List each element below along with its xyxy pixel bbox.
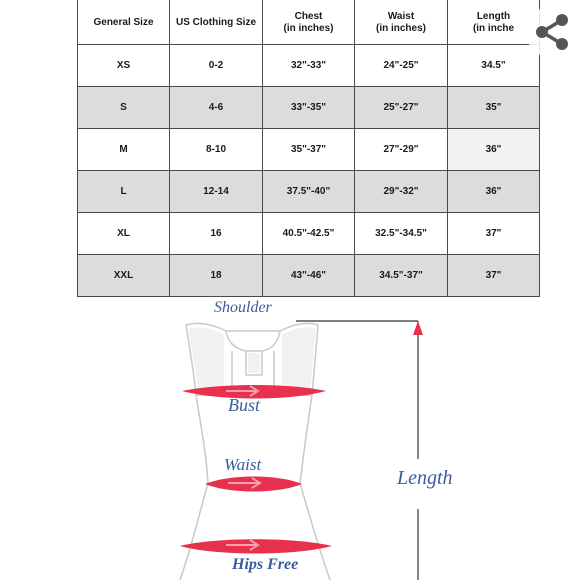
cell-general-size: XS — [78, 45, 170, 87]
header-waist-unit: (in inches) — [375, 22, 426, 34]
cell-chest: 37.5"-40" — [263, 171, 355, 213]
cell-length: 36" — [448, 129, 540, 171]
share-icon — [532, 12, 572, 52]
cell-chest: 43"-46" — [263, 255, 355, 297]
table-row — [78, 45, 540, 87]
header-us-clothing-size-label: US Clothing Size — [176, 16, 256, 28]
cell-waist: 32.5"-34.5" — [355, 213, 448, 255]
measurement-diagram — [0, 291, 580, 580]
size-chart-table — [77, 0, 540, 297]
cell-waist: 27"-29" — [355, 129, 448, 171]
table-row — [78, 87, 540, 129]
length-arrowhead — [413, 321, 423, 335]
cell-chest: 33"-35" — [263, 87, 355, 129]
cell-us-size: 12-14 — [170, 171, 263, 213]
hips-free-label: Hips Free — [232, 556, 299, 573]
header-waist — [355, 0, 448, 45]
cell-us-size: 4-6 — [170, 87, 263, 129]
header-chest — [263, 0, 355, 45]
cell-general-size: M — [78, 129, 170, 171]
table-header-row — [78, 0, 540, 45]
cell-chest: 40.5"-42.5" — [263, 213, 355, 255]
cell-us-size: 16 — [170, 213, 263, 255]
header-chest-unit: (in inches) — [283, 22, 334, 34]
cell-waist: 34.5"-37" — [355, 255, 448, 297]
cell-waist: 25"-27" — [355, 87, 448, 129]
cell-general-size: XXL — [78, 255, 170, 297]
header-general-size — [78, 0, 170, 45]
bust-label: Bust — [228, 395, 261, 415]
cell-general-size: L — [78, 171, 170, 213]
header-us-clothing-size — [170, 0, 263, 45]
share-button[interactable] — [526, 6, 578, 58]
cell-chest: 32"-33" — [263, 45, 355, 87]
cell-us-size: 0-2 — [170, 45, 263, 87]
cell-length: 36" — [448, 171, 540, 213]
header-length-label: Length — [476, 10, 511, 22]
waist-label: Waist — [224, 455, 262, 474]
table-row — [78, 171, 540, 213]
cell-waist: 24"-25" — [355, 45, 448, 87]
lace-texture — [188, 327, 316, 391]
shoulder-label: Shoulder — [214, 299, 272, 316]
header-general-size-label: General Size — [93, 16, 154, 28]
cell-length: 35" — [448, 87, 540, 129]
table-row — [78, 129, 540, 171]
cell-length: 34.5" — [448, 45, 540, 87]
cell-length: 37" — [448, 255, 540, 297]
header-chest-label: Chest — [294, 10, 323, 22]
cell-general-size: XL — [78, 213, 170, 255]
header-waist-label: Waist — [387, 10, 415, 22]
cell-us-size: 18 — [170, 255, 263, 297]
dress-illustration — [0, 291, 580, 580]
cell-length: 37" — [448, 213, 540, 255]
cell-chest: 35"-37" — [263, 129, 355, 171]
cell-general-size: S — [78, 87, 170, 129]
header-length-unit: (in inche — [472, 22, 515, 34]
length-label: Length — [397, 467, 453, 489]
cell-us-size: 8-10 — [170, 129, 263, 171]
table-row — [78, 213, 540, 255]
cell-waist: 29"-32" — [355, 171, 448, 213]
